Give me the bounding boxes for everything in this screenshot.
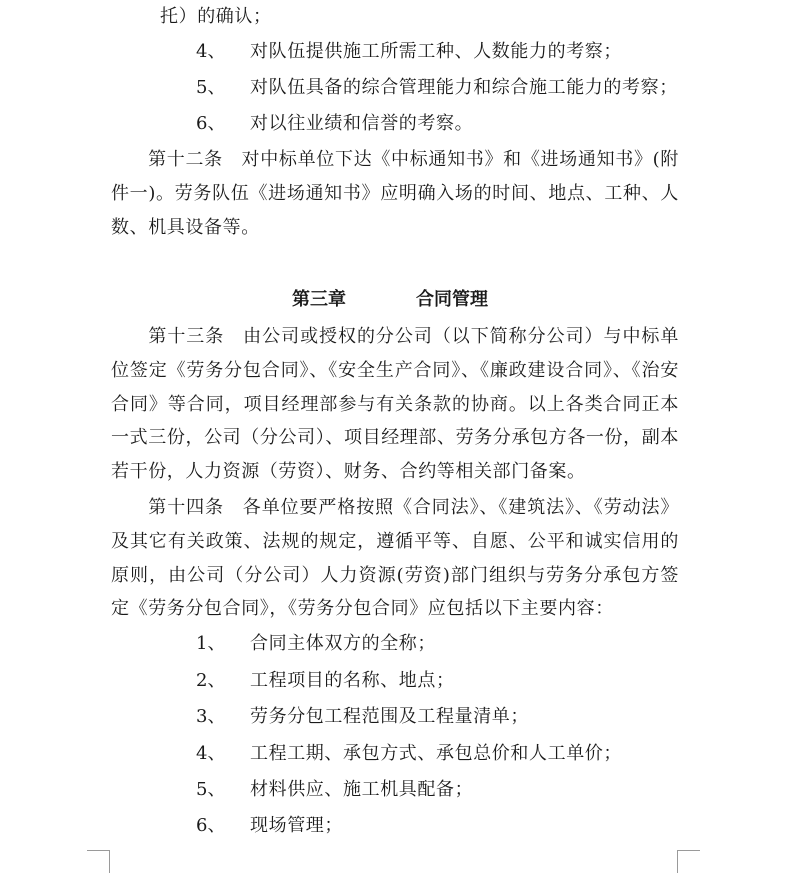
list-item-text: 工程项目的名称、地点； [250, 670, 455, 691]
list-item-text: 对以往业绩和信誉的考察。 [250, 113, 474, 134]
list-item-number: 4、 [196, 41, 226, 62]
article-13-paragraph [111, 320, 679, 489]
list-item-text: 材料供应、施工机具配备； [250, 779, 474, 800]
list-item-number: 5、 [196, 77, 226, 98]
list-item-number: 4、 [196, 743, 226, 764]
list-item-text: 对队伍提供施工所需工种、人数能力的考察； [250, 41, 622, 62]
list-item-number: 6、 [196, 815, 226, 836]
top-fragment-text: 托）的确认； [160, 6, 272, 27]
article-14-paragraph [111, 491, 679, 626]
article-12-paragraph [111, 143, 679, 244]
chapter-title: 合同管理 [416, 289, 488, 310]
list-item-number: 1、 [196, 633, 226, 654]
margin-corner-mark-right [677, 850, 700, 873]
list-item-text: 现场管理； [250, 815, 343, 836]
list-item-number: 5、 [196, 779, 226, 800]
list-item-number: 2、 [196, 670, 226, 691]
list-item-text: 合同主体双方的全称； [250, 633, 436, 654]
list-item-number: 6、 [196, 113, 226, 134]
list-item-number: 3、 [196, 706, 226, 727]
list-item-text: 工程工期、承包方式、承包总价和人工单价； [250, 743, 622, 764]
article-12-text: 第十二条 对中标单位下达《中标通知书》和《进场通知书》(附件一)。劳务队伍《进场通知书》应明确入场的时间、地点、工种、人数、机具设备等。 [111, 149, 679, 238]
list-item-text: 对队伍具备的综合管理能力和综合施工能力的考察； [250, 77, 678, 98]
list-item-text: 劳务分包工程范围及工程量清单； [250, 706, 529, 727]
article-13-text: 第十三条 由公司或授权的分公司（以下简称分公司）与中标单位签定《劳务分包合同》、《安全生产合同》、《廉政建设合同》、《治安合同》等合同，项目经理部参与有关条款的协商。以上各类合同正本一式三份，公司（分公司）、项目经理部、劳务分承包方各一份，副本若干份，人力资源（劳资）、财务、合约等相关部门备案。 [111, 326, 679, 483]
margin-corner-mark-left [87, 850, 110, 873]
chapter-number: 第三章 [292, 289, 346, 310]
article-14-text: 第十四条 各单位要严格按照《合同法》、《建筑法》、《劳动法》及其它有关政策、法规的规定，遵循平等、自愿、公平和诚实信用的原则，由公司（分公司）人力资源(劳资)部门组织与劳务分承包方签定《劳务分包合同》，《劳务分包合同》应包括以下主要内容： [111, 497, 679, 620]
